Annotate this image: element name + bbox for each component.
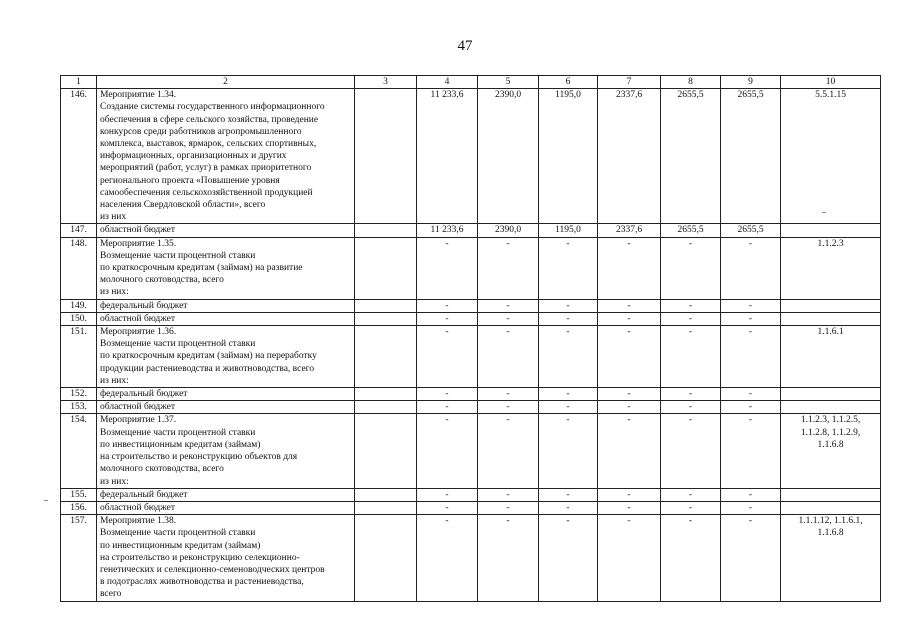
table-row xyxy=(61,89,881,224)
cell-col-3 xyxy=(355,224,417,237)
cell-col-3 xyxy=(355,515,417,601)
cell-col-10: 1.1.2.3 xyxy=(781,237,881,299)
cell-col-4: - xyxy=(417,515,478,601)
cell-col-5: 2390,0 xyxy=(478,224,539,237)
cell-col-6: - xyxy=(539,312,598,325)
cell-col-8: - xyxy=(661,237,721,299)
table-row xyxy=(61,237,881,299)
row-number: 149. xyxy=(61,299,97,312)
cell-col-6: 1195,0 xyxy=(539,224,598,237)
row-description: Мероприятие 1.35. Возмещение части процентной ставки по краткосрочным кредитам (займам) на развитие молочного скотоводства, всего из них: xyxy=(97,237,355,299)
table-row xyxy=(61,312,881,325)
cell-col-10: 1.1.1.12, 1.1.6.1, 1.1.6.8 xyxy=(781,515,881,601)
row-description: Мероприятие 1.36. Возмещение части процентной ставки по краткосрочным кредитам (займам) на переработку продукции растениеводства и животноводства, всего из них: xyxy=(97,326,355,388)
cell-col-4: - xyxy=(417,414,478,488)
row-description: федеральный бюджет xyxy=(97,388,355,401)
cell-col-7: - xyxy=(598,388,661,401)
cell-col-3 xyxy=(355,237,417,299)
cell-col-4: - xyxy=(417,326,478,388)
cell-col-5: - xyxy=(478,488,539,501)
cell-col-6: - xyxy=(539,414,598,488)
row-number: 157. xyxy=(61,515,97,601)
table-row xyxy=(61,488,881,501)
cell-col-9: - xyxy=(721,414,781,488)
cell-col-9: - xyxy=(721,299,781,312)
column-header: 2 xyxy=(97,76,355,89)
column-header: 10 xyxy=(781,76,881,89)
cell-col-8: - xyxy=(661,326,721,388)
cell-col-3 xyxy=(355,299,417,312)
cell-col-6: - xyxy=(539,388,598,401)
column-header: 5 xyxy=(478,76,539,89)
cell-col-8: - xyxy=(661,501,721,514)
row-number: 155. xyxy=(61,488,97,501)
cell-col-6: - xyxy=(539,237,598,299)
row-description: областной бюджет xyxy=(97,312,355,325)
cell-col-8: 2655,5 xyxy=(661,224,721,237)
cell-col-7: - xyxy=(598,326,661,388)
cell-col-9: - xyxy=(721,388,781,401)
cell-col-4: - xyxy=(417,299,478,312)
cell-col-6: - xyxy=(539,401,598,414)
row-number: 153. xyxy=(61,401,97,414)
cell-col-10 xyxy=(781,501,881,514)
cell-col-7: - xyxy=(598,515,661,601)
cell-col-10: 1.1.2.3, 1.1.2.5, 1.1.2.8, 1.1.2.9, 1.1.6.8 xyxy=(781,414,881,488)
cell-col-8: - xyxy=(661,299,721,312)
cell-col-8: - xyxy=(661,414,721,488)
cell-col-3 xyxy=(355,388,417,401)
cell-col-5: - xyxy=(478,326,539,388)
cell-col-4: - xyxy=(417,488,478,501)
cell-col-9: 2655,5 xyxy=(721,224,781,237)
table-row xyxy=(61,326,881,388)
cell-col-7: 2337,6 xyxy=(598,224,661,237)
cell-col-9: - xyxy=(721,501,781,514)
cell-col-5: - xyxy=(478,388,539,401)
cell-col-3 xyxy=(355,89,417,224)
cell-col-6: - xyxy=(539,515,598,601)
row-number: 147. xyxy=(61,224,97,237)
cell-col-5: - xyxy=(478,237,539,299)
table-row xyxy=(61,388,881,401)
cell-col-7: - xyxy=(598,237,661,299)
cell-col-6: - xyxy=(539,299,598,312)
page-number: 47 xyxy=(457,38,473,54)
cell-col-10 xyxy=(781,299,881,312)
cell-col-8: - xyxy=(661,488,721,501)
cell-col-5: - xyxy=(478,414,539,488)
cell-col-8: 2655,5 xyxy=(661,89,721,224)
cell-col-6: - xyxy=(539,326,598,388)
cell-col-4: - xyxy=(417,501,478,514)
cell-col-9: - xyxy=(721,488,781,501)
table-body xyxy=(61,89,881,601)
cell-col-5: - xyxy=(478,401,539,414)
cell-col-9: - xyxy=(721,515,781,601)
scan-speck xyxy=(44,500,48,501)
cell-col-5: - xyxy=(478,312,539,325)
column-header: 4 xyxy=(417,76,478,89)
column-header: 7 xyxy=(598,76,661,89)
cell-col-7: 2337,6 xyxy=(598,89,661,224)
cell-col-4: - xyxy=(417,388,478,401)
table-row xyxy=(61,401,881,414)
row-number: 150. xyxy=(61,312,97,325)
cell-col-6: - xyxy=(539,488,598,501)
cell-col-7: - xyxy=(598,488,661,501)
row-description: областной бюджет xyxy=(97,501,355,514)
column-header: 8 xyxy=(661,76,721,89)
row-description: федеральный бюджет xyxy=(97,299,355,312)
row-number: 154. xyxy=(61,414,97,488)
cell-col-6: 1195,0 xyxy=(539,89,598,224)
cell-col-3 xyxy=(355,401,417,414)
cell-col-4: 11 233,6 xyxy=(417,224,478,237)
row-number: 146. xyxy=(61,89,97,224)
row-description: Мероприятие 1.37. Возмещение части процентной ставки по инвестиционным кредитам (займам) на строительство и реконструкцию объектов для молочного скотоводства, всего из них: xyxy=(97,414,355,488)
table-row xyxy=(61,414,881,488)
cell-col-3 xyxy=(355,312,417,325)
budget-table xyxy=(60,75,881,602)
row-number: 148. xyxy=(61,237,97,299)
cell-col-10 xyxy=(781,488,881,501)
cell-col-6: - xyxy=(539,501,598,514)
cell-col-7: - xyxy=(598,299,661,312)
cell-col-9: - xyxy=(721,312,781,325)
cell-col-7: - xyxy=(598,401,661,414)
column-header: 6 xyxy=(539,76,598,89)
table-row xyxy=(61,224,881,237)
table-row xyxy=(61,299,881,312)
cell-col-4: - xyxy=(417,401,478,414)
column-header: 3 xyxy=(355,76,417,89)
row-description: Мероприятие 1.34. Создание системы государственного информационного обеспечения в сфере сельского хозяйства, проведение конкурсов среди работников агропромышленного комплекса, выставок, ярмарок, сельских спортивных, информационных, организационных и других мероприятий (работ, услуг) в рамках приоритетного регионального проекта «Повышение уровня самообеспечения сельскохозяйственной продукцией населения Свердловской области», всего из них xyxy=(97,89,355,224)
cell-col-8: - xyxy=(661,312,721,325)
cell-col-4: - xyxy=(417,312,478,325)
row-description: Мероприятие 1.38. Возмещение части процентной ставки по инвестиционным кредитам (займам) на строительство и реконструкцию селекционно- генетических и селекционно-семеноводческих центров в подотраслях животноводства и растениеводства, всего xyxy=(97,515,355,601)
cell-col-8: - xyxy=(661,515,721,601)
row-number: 151. xyxy=(61,326,97,388)
cell-col-10: 1.1.6.1 xyxy=(781,326,881,388)
cell-col-9: 2655,5 xyxy=(721,89,781,224)
cell-col-4: - xyxy=(417,237,478,299)
cell-col-5: - xyxy=(478,501,539,514)
cell-col-7: - xyxy=(598,312,661,325)
cell-col-10: 5.5.1.15 xyxy=(781,89,881,224)
column-header: 9 xyxy=(721,76,781,89)
cell-col-3 xyxy=(355,501,417,514)
column-number-row xyxy=(61,76,881,89)
cell-col-3 xyxy=(355,326,417,388)
row-description: областной бюджет xyxy=(97,401,355,414)
column-header: 1 xyxy=(61,76,97,89)
row-description: федеральный бюджет xyxy=(97,488,355,501)
cell-col-3 xyxy=(355,488,417,501)
table-row xyxy=(61,515,881,601)
row-description: областной бюджет xyxy=(97,224,355,237)
table-row xyxy=(61,501,881,514)
cell-col-3 xyxy=(355,414,417,488)
cell-col-5: 2390,0 xyxy=(478,89,539,224)
cell-col-4: 11 233,6 xyxy=(417,89,478,224)
cell-col-5: - xyxy=(478,515,539,601)
cell-col-9: - xyxy=(721,401,781,414)
cell-col-7: - xyxy=(598,501,661,514)
cell-col-10 xyxy=(781,401,881,414)
scan-speck xyxy=(822,212,826,213)
cell-col-9: - xyxy=(721,326,781,388)
cell-col-7: - xyxy=(598,414,661,488)
cell-col-10 xyxy=(781,312,881,325)
cell-col-8: - xyxy=(661,401,721,414)
cell-col-9: - xyxy=(721,237,781,299)
cell-col-5: - xyxy=(478,299,539,312)
cell-col-10 xyxy=(781,224,881,237)
cell-col-10 xyxy=(781,388,881,401)
row-number: 156. xyxy=(61,501,97,514)
cell-col-8: - xyxy=(661,388,721,401)
row-number: 152. xyxy=(61,388,97,401)
